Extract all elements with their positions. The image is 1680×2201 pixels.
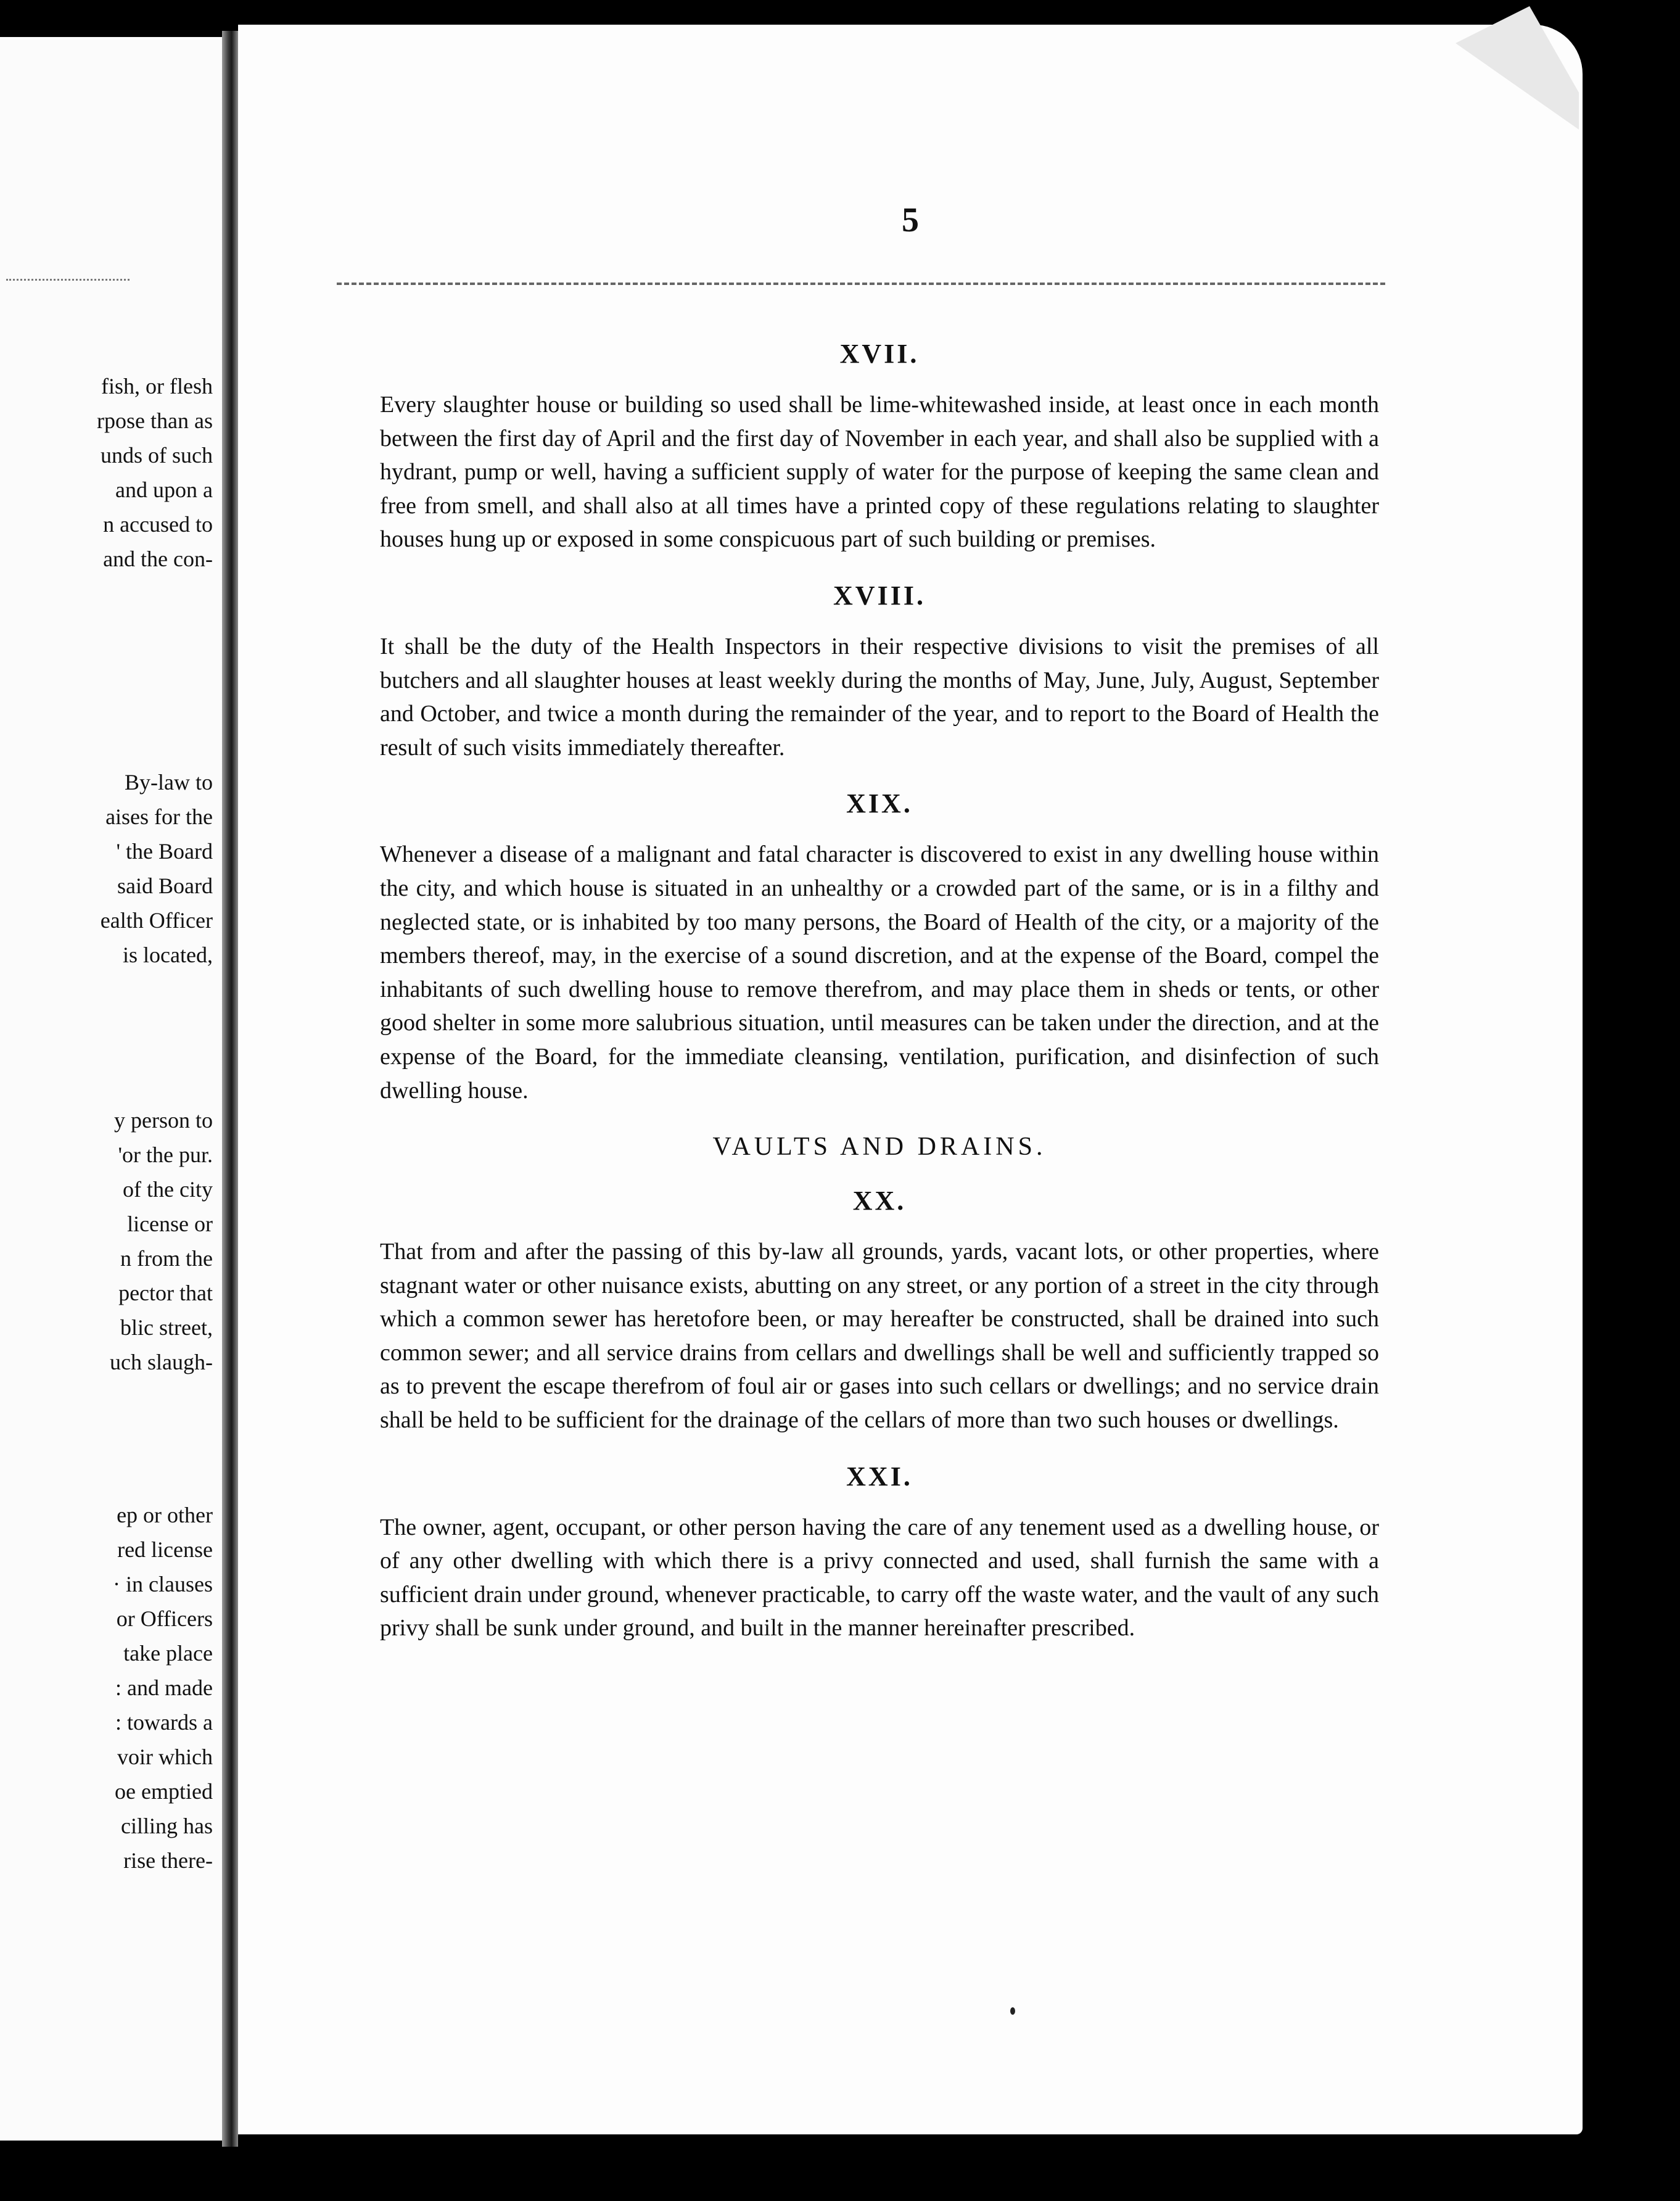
left-fragment-line: ealth Officer [100,908,213,933]
left-fragment-line: n accused to [103,512,213,537]
left-fragment-line: ep or other [117,1503,213,1527]
left-fragment-line: and the con- [103,547,213,571]
left-fragment-line: : and made [115,1675,213,1700]
left-fragment-line: y person to [114,1108,213,1133]
left-fragment-line: n from the [120,1246,213,1271]
left-fragment-line: cilling has [121,1814,213,1838]
left-fragment-line: rise there- [123,1848,213,1873]
section-paragraph-xvii: Every slaughter house or building so used shall be lime-whitewashed inside, at least once in each month between the first day of April and the first day of November in each year, and shall also be supplied with a hydrant, pump or well, having a sufficient supply of water for the purpose of keeping the same clean and free from smell, and shall also at all times have a printed copy of these regulations relating to slaughter houses hung up or exposed in some conspicuous part of such building or premises. [380,392,1379,553]
section-paragraph-xxi: The owner, agent, occupant, or other person having the care of any tenement used as a dwelling house, or of any other dwelling with which there is a privy connected and used, shall furnish the same with a sufficient drain under ground, whenever practicable, to carry off the waste water, and the vault of any such privy shall be sunk under ground, and built in the manner hereinafter prescribed. [380,1514,1379,1641]
left-fragment-line: voir which [117,1745,213,1769]
left-fragment-line: fish, or flesh [101,374,213,398]
left-fragment-group-1 [0,369,213,576]
section-heading-xviii: XVIII. [833,580,926,611]
left-fragment-line: rpose than as [97,408,213,433]
vaults-and-drains-heading: VAULTS AND DRAINS. [712,1133,1047,1162]
left-fragment-line: uch slaugh- [110,1350,213,1374]
left-fragment-line: unds of such [101,443,213,468]
right-page [238,25,1583,2134]
left-fragment-group-2 [0,765,213,972]
page-number: 5 [902,201,919,239]
section-heading-xx: XX. [852,1186,907,1216]
left-fragment-group-3 [0,1103,213,1379]
section-heading-xxi: XXI. [846,1461,913,1492]
left-fragment-line: license or [127,1212,213,1236]
section-paragraph-xx: That from and after the passing of this by-law all grounds, yards, vacant lots, or other properties, where stagnant water or other nuisance exists, abutting on any street, or any portion of a street in the city through which a common sewer has heretofore been, or may hereafter be constructed, shall be drained into such common sewer; and all service drains from cellars and dwellings shall be well and sufficiently trapped so as to prevent the escape therefrom of foul air or gases into such cellars or dwellings; and no service drain shall be held to be sufficient for the drainage of the cellars of more than two such houses or dwellings. [380,1239,1379,1434]
left-fragment-line: and upon a [115,477,213,502]
left-page [0,37,222,2141]
left-fragment-line: take place [123,1641,213,1666]
left-fragment-line: or Officers [116,1606,213,1631]
left-fragment-line: · in clauses [113,1572,213,1596]
left-fragment-group-4 [0,1498,213,1878]
section-heading-xix: XIX. [846,788,913,819]
left-fragment-line: 'or the pur. [118,1142,213,1167]
header-rule [337,283,1385,285]
section-paragraph-xviii: It shall be the duty of the Health Inspectors in their respective divisions to visit the premises of all butchers and all slaughter houses at least weekly during the months of May, June, July, August, September and October, and twice a month during the remainder of the year, and to report to the Board of Health the result of such visits immediately thereafter. [380,633,1379,761]
left-fragment-line: : towards a [115,1710,213,1735]
ink-dot [1010,2007,1015,2015]
left-fragment-line: red license [117,1537,213,1562]
left-fragment-line: said Board [117,873,213,898]
left-fragment-line: By-law to [125,770,213,795]
left-fragment-line: is located, [123,943,213,967]
book-gutter [222,31,238,2147]
section-paragraph-xix: Whenever a disease of a malignant and fatal character is discovered to exist in any dwelling house within the city, and which house is situated in an unhealthy or a crowded part of the same, or is in a filthy and neglected state, or is inhabited by too many persons, the Board of Health of the city, or a majority of the members thereof, may, in the exercise of a sound discretion, and at the expense of the Board, compel the inhabitants of such dwelling house to remove therefrom, and may place them in sheds or tents, or other good shelter in some more salubrious situation, until measures can be taken under the direction, and at the expense of the Board, for the immediate cleansing, ventilation, purification, and disinfection of such dwelling house. [380,841,1379,1104]
left-fragment-line: blic street, [120,1315,213,1340]
left-fragment-line: oe emptied [115,1779,213,1804]
left-page-rule [6,279,130,281]
left-fragment-line: aises for the [105,804,213,829]
left-fragment-line: ' the Board [116,839,213,864]
left-fragment-line: of the city [123,1177,213,1202]
page-content [380,315,1379,1645]
left-fragment-line: pector that [118,1281,213,1305]
section-heading-xvii: XVII. [839,339,920,369]
